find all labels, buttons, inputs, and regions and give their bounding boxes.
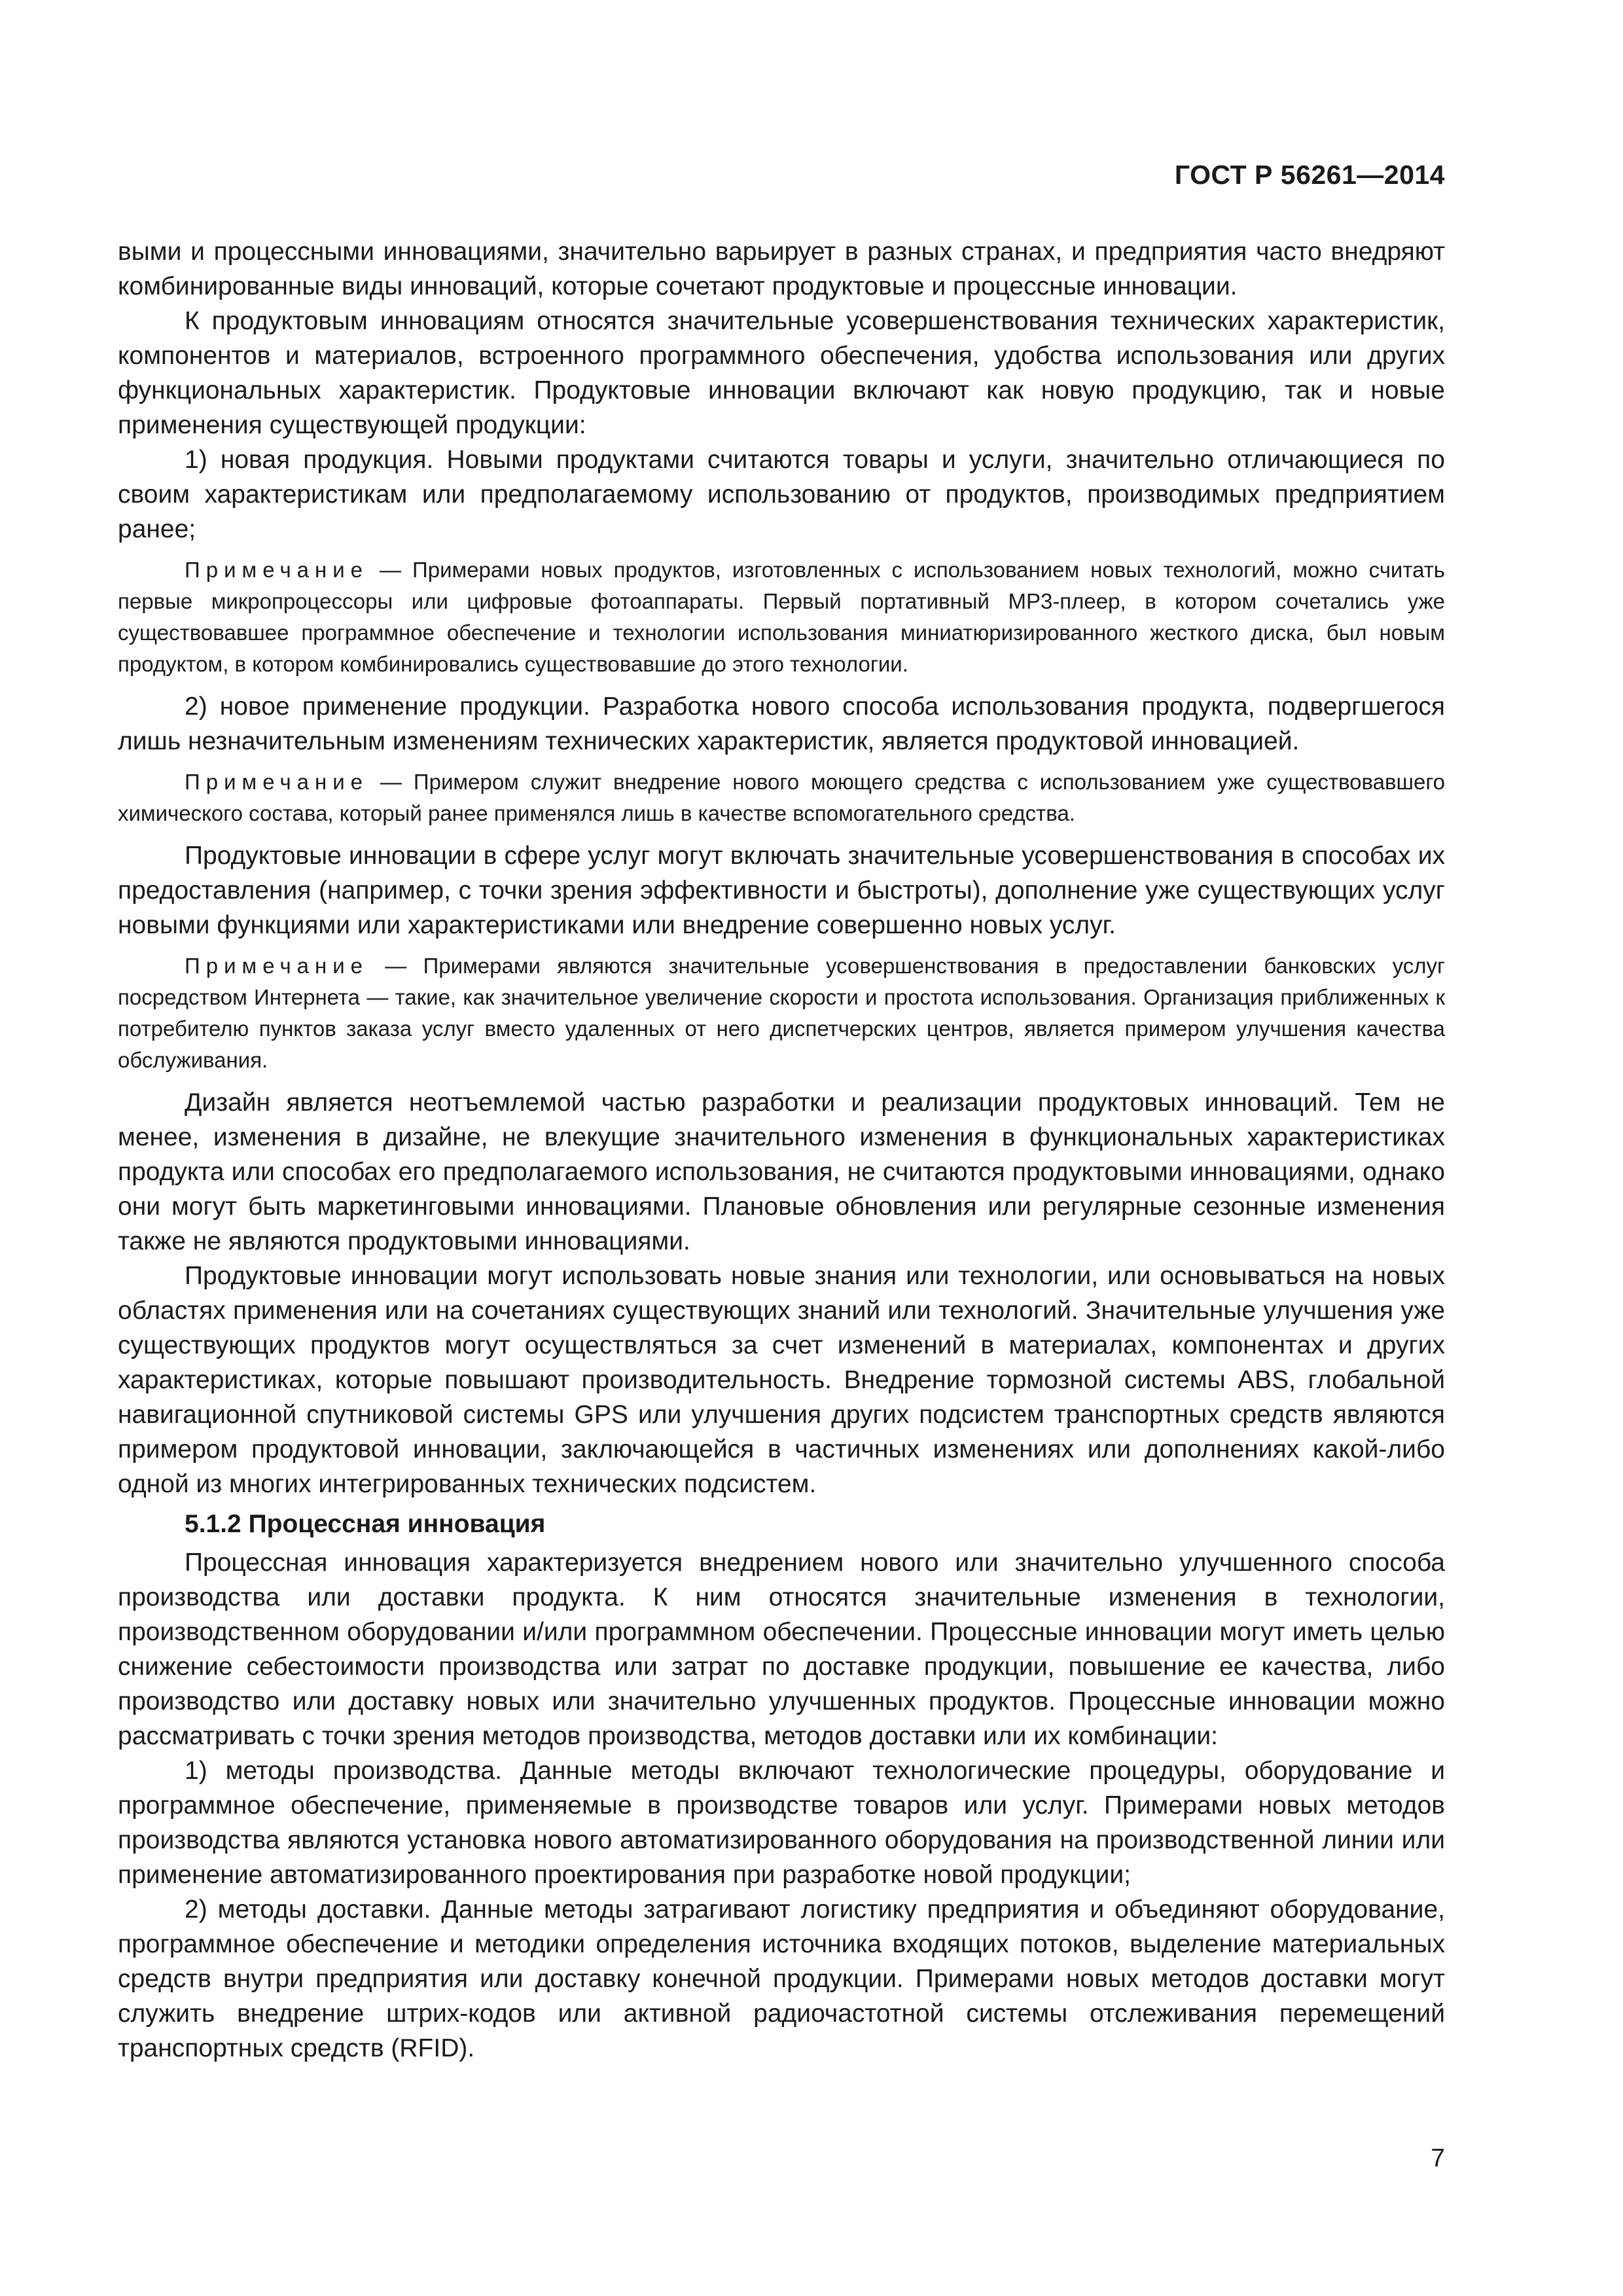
list-item-new-products: 1) новая продукция. Новыми продуктами считаются товары и услуги, значительно отличающиеся по своим характеристикам или предполагаемому использованию от продуктов, производимых предприятием ранее; bbox=[118, 446, 1445, 543]
note-dash: — bbox=[368, 954, 423, 978]
document-page bbox=[118, 0, 1445, 2296]
paragraph-product-innovations: К продуктовым инновациям относятся значительные усовершенствования технических характеристик, компонентов и материалов, встроенного программного обеспечения, удобства использования или других функциональных характеристик. Продуктовые инновации включают как новую продукцию, так и новые применения существующей продукции: bbox=[118, 307, 1445, 439]
note-1 bbox=[118, 554, 1445, 680]
note-text: Примерами являются значительные усовершенствования в предоставлении банковских услуг посредством Интернета — такие, как значительное увеличение скорости и простота использования. Организация приближенных к потребителю пунктов заказа услуг вместо удаленных от него диспетчерских центров, является примером улучшения качества обслуживания. bbox=[118, 954, 1445, 1072]
paragraph-knowledge: Продуктовые инновации могут использовать новые знания или технологии, или основываться на новых областях применения или на сочетаниях существующих знаний или технологий. Значительные улучшения уже существующих продуктов могут осуществляться за счет изменений в материалах, компонентах и других характеристиках, которые повышают производительность. Внедрение тормозной системы ABS, глобальной навигационной спутниковой системы GPS или улучшения других подсистем транспортных средств являются примером продуктовой инновации, заключающейся в частичных изменениях или дополнениях какой-либо одной из многих интегрированных технических подсистем. bbox=[118, 1262, 1445, 1498]
page-number: 7 bbox=[1431, 2144, 1445, 2172]
note-label: Примечание bbox=[185, 954, 369, 978]
note-text: Примерами новых продуктов, изготовленных с использованием новых технологий, можно считать первые микропроцессоры или цифровые фотоаппараты. Первый портативный МР3-плеер, в котором сочетались уже существовавшее программное обеспечение и технологии использования миниатюризированного жесткого диска, был новым продуктом, в котором комбинировались существовавшие до этого технологии. bbox=[118, 558, 1446, 676]
document-code: ГОСТ Р 56261—2014 bbox=[1174, 160, 1445, 190]
paragraph-services: Продуктовые инновации в сфере услуг могут включать значительные усовершенствования в способах их предоставления (например, с точки зрения эффективности и быстроты), дополнение уже существующих услуг новыми функциями или характеристиками или внедрение совершенно новых услуг. bbox=[118, 842, 1445, 939]
page-body bbox=[118, 234, 1445, 2066]
note-dash: — bbox=[368, 770, 414, 794]
section-title: Процессная инновация bbox=[248, 1510, 546, 1538]
section-number: 5.1.2 bbox=[185, 1510, 241, 1538]
paragraph-continuation: выми и процессными инновациями, значительно варьирует в разных странах, и предприятия часто внедряют комбинированные виды инноваций, которые сочетают продуктовые и процессные инновации. bbox=[118, 238, 1445, 300]
list-item-production-methods: 1) методы производства. Данные методы включают технологические процедуры, оборудование и программное обеспечение, применяемые в производстве товаров или услуг. Примерами новых методов производства являются установка нового автоматизированного оборудования на производственной линии или применение автоматизированного проектирования при разработке новой продукции; bbox=[118, 1757, 1445, 1889]
section-heading bbox=[118, 1507, 1445, 1541]
note-label: Примечание bbox=[185, 770, 369, 794]
note-2 bbox=[118, 766, 1445, 829]
list-item-delivery-methods: 2) методы доставки. Данные методы затрагивают логистику предприятия и объединяют оборудование, программное обеспечение и методики определения источника входящих потоков, выделение материальных средств внутри предприятия или доставку конечной продукции. Примерами новых методов доставки могут служить внедрение штрих-кодов или активной радиочастотной системы отслеживания перемещений транспортных средств (RFID). bbox=[118, 1895, 1445, 2062]
note-text: Примером служит внедрение нового моющего средства с использованием уже существовавшего химического состава, который ранее применялся лишь в качестве вспомогательного средства. bbox=[118, 770, 1445, 825]
paragraph-process-innovation: Процессная инновация характеризуется внедрением нового или значительно улучшенного способа производства или доставки продукта. К ним относятся значительные изменения в технологии, производственном оборудовании и/или программном обеспечении. Процессные инновации могут иметь целью снижение себестоимости производства или затрат по доставке продукции, повышение ее качества, либо производство или доставку новых или значительно улучшенных продуктов. Процессные инновации можно рассматривать с точки зрения методов производства, методов доставки или их комбинации: bbox=[118, 1549, 1445, 1750]
list-item-new-application: 2) новое применение продукции. Разработка нового способа использования продукта, подвергшегося лишь незначительным изменениям технических характеристик, является продуктовой инновацией. bbox=[118, 692, 1445, 755]
note-dash: — bbox=[368, 558, 412, 582]
paragraph-design: Дизайн является неотъемлемой частью разработки и реализации продуктовых инноваций. Тем не менее, изменения в дизайне, не влекущие значительного изменения в функциональных характеристиках продукта или способах его предполагаемого использования, не считаются продуктовыми инновациями, однако они могут быть маркетинговыми инновациями. Плановые обновления или регулярные сезонные изменения также не являются продуктовыми инновациями. bbox=[118, 1088, 1445, 1255]
note-label: Примечание bbox=[185, 558, 369, 582]
note-3 bbox=[118, 950, 1445, 1076]
